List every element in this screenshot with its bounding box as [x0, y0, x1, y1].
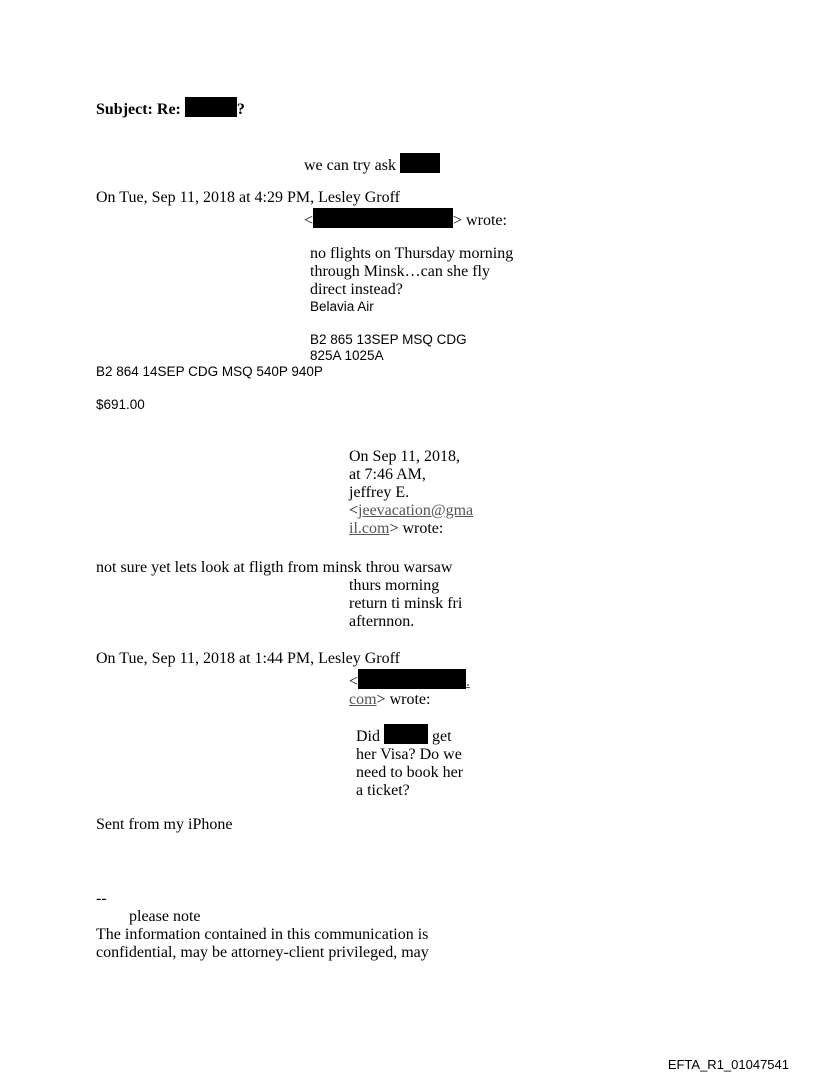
redaction-block: [313, 208, 453, 228]
message-2: [349, 577, 462, 631]
message-line: thurs morning: [349, 577, 440, 594]
message-line: a ticket?: [356, 782, 410, 799]
wrote-label: > wrote:: [376, 691, 431, 708]
email-line-a: [349, 502, 473, 520]
message-line: through Minsk…can she fly: [310, 263, 490, 280]
flight-leg-1-times: 825A 1025A: [310, 348, 384, 363]
flight-airline: Belavia Air: [310, 299, 374, 314]
message-2-line-1: not sure yet lets look at fligth from minsk throu warsaw: [96, 559, 453, 576]
message-3: [356, 724, 463, 800]
message-word: Did: [356, 728, 380, 745]
redaction-block: [358, 669, 466, 689]
redaction-block: [185, 97, 237, 117]
email-line-a: [349, 669, 470, 691]
quote-header-2: [349, 448, 473, 538]
footer-disclaimer: [96, 926, 429, 962]
quote-header-1-email: [304, 208, 507, 230]
subject-suffix: ?: [236, 101, 245, 118]
header-line: jeffrey E.: [349, 484, 410, 501]
message-line: direct instead?: [310, 281, 403, 298]
message-line: [356, 724, 463, 746]
footer-note: please note: [129, 908, 201, 925]
redaction-block: [384, 724, 428, 744]
subject-label: Subject: Re:: [96, 101, 181, 118]
email-line-b: [349, 691, 470, 709]
disclaimer-line: confidential, may be attorney-client privileged, may: [96, 944, 429, 961]
wrote-label: > wrote:: [453, 212, 507, 229]
document-id: EFTA_R1_01047541: [667, 1057, 789, 1072]
disclaimer-line: The information contained in this communication is: [96, 926, 429, 943]
email-open-bracket: <: [349, 673, 359, 690]
reply-top: [304, 153, 440, 175]
email-link[interactable]: .: [466, 673, 471, 690]
header-line: at 7:46 AM,: [349, 466, 426, 483]
email-open-bracket: <: [304, 212, 314, 229]
header-line: On Sep 11, 2018,: [349, 448, 460, 465]
redaction-block: [400, 153, 440, 173]
message-line: afternnon.: [349, 613, 415, 630]
footer-dashes: --: [96, 890, 107, 907]
subject-line: [96, 97, 245, 119]
signature: Sent from my iPhone: [96, 816, 233, 833]
flight-price: $691.00: [96, 397, 145, 412]
message-line: need to book her: [356, 764, 464, 781]
message-line: her Visa? Do we: [356, 746, 462, 763]
email-line-b: [349, 520, 473, 538]
quote-header-1: On Tue, Sep 11, 2018 at 4:29 PM, Lesley Groff: [96, 189, 400, 206]
email-open-bracket: <: [349, 502, 359, 519]
email-link[interactable]: com: [349, 691, 377, 708]
reply-top-text: we can try ask: [304, 157, 396, 174]
message-word: get: [432, 728, 452, 745]
flight-leg-1: [310, 332, 467, 364]
quote-header-3-email: [349, 669, 470, 709]
message-line: no flights on Thursday morning: [310, 245, 514, 262]
message-line: return ti minsk fri: [349, 595, 463, 612]
message-1: [310, 245, 513, 299]
quote-header-3: On Tue, Sep 11, 2018 at 1:44 PM, Lesley Groff: [96, 650, 400, 667]
flight-leg-2: B2 864 14SEP CDG MSQ 540P 940P: [96, 364, 323, 379]
email-link[interactable]: jeevacation@gma: [358, 502, 474, 519]
wrote-label: > wrote:: [389, 520, 444, 537]
flight-leg-1-route: B2 865 13SEP MSQ CDG: [310, 332, 467, 347]
email-link[interactable]: il.com: [349, 520, 390, 537]
